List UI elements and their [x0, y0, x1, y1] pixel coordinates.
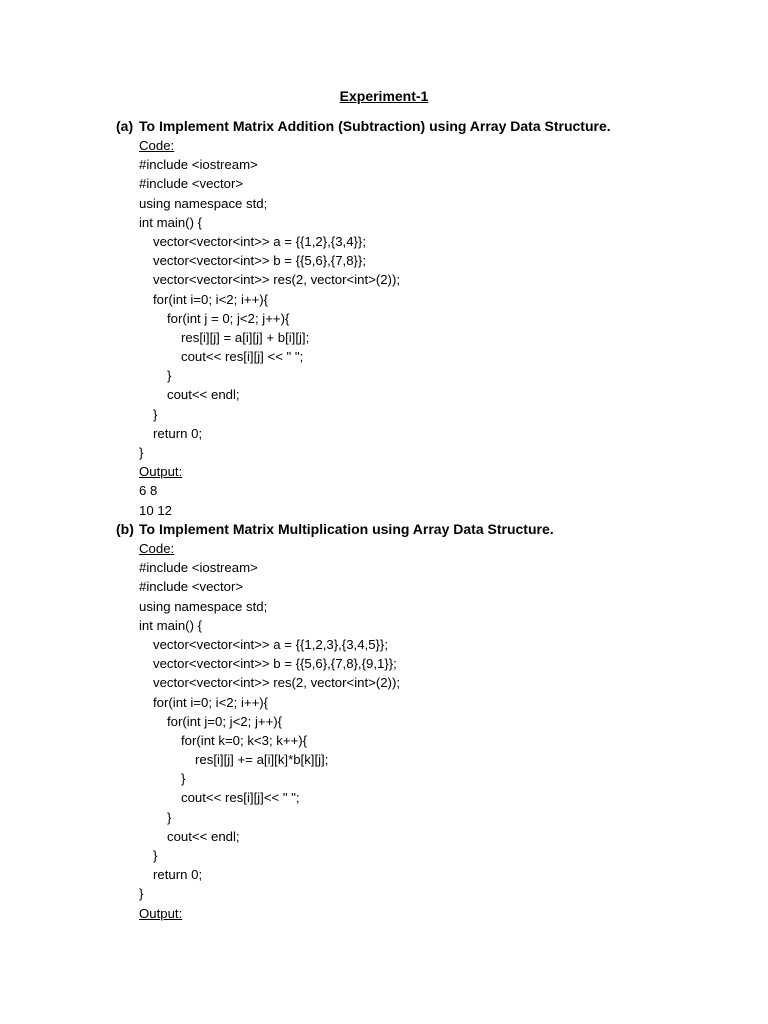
- section-b-marker: (b): [116, 521, 134, 537]
- code-line: #include <vector>: [139, 176, 244, 192]
- output-line: 6 8: [139, 483, 158, 499]
- page-title: Experiment-1: [339, 88, 429, 104]
- code-line: for(int i=0; i<2; i++){: [153, 291, 269, 307]
- code-line: for(int i=0; i<2; i++){: [153, 694, 269, 710]
- code-line: }: [139, 445, 144, 460]
- section-b-code-label: Code:: [139, 541, 175, 556]
- section-b-heading: [116, 519, 554, 539]
- code-line: vector<vector<int>> res(2, vector<int>(2));: [153, 675, 401, 691]
- code-line: }: [181, 771, 186, 787]
- code-line: cout<< res[i][j]<< " ";: [181, 790, 300, 806]
- code-line: res[i][j] += a[i][k]*b[k][j];: [195, 752, 329, 768]
- code-line: vector<vector<int>> b = {{5,6},{7,8},{9,1}};: [153, 656, 397, 672]
- code-line: int main() {: [139, 617, 203, 633]
- section-a-output: [139, 481, 400, 519]
- code-line: vector<vector<int>> b = {{5,6},{7,8}};: [153, 253, 367, 269]
- code-line: cout<< res[i][j] << " ";: [181, 349, 304, 365]
- section-b-body: [139, 539, 400, 923]
- code-line: res[i][j] = a[i][j] + b[i][j];: [181, 329, 310, 345]
- section-a-code: [139, 155, 400, 462]
- output-line: 10 12: [139, 502, 173, 518]
- section-b-output-label: Output:: [139, 905, 183, 921]
- section-a-output-label: Output:: [139, 464, 183, 480]
- code-line: cout<< endl;: [167, 387, 240, 403]
- code-line: for(int k=0; k<3; k++){: [181, 732, 308, 748]
- code-line: }: [153, 848, 158, 863]
- code-line: for(int j=0; j<2; j++){: [167, 713, 283, 729]
- section-a-body: [139, 136, 400, 520]
- code-line: }: [167, 809, 172, 825]
- code-line: #include <iostream>: [139, 560, 258, 576]
- section-a-marker: (a): [116, 118, 134, 134]
- section-a-heading-text: To Implement Matrix Addition (Subtraction) using Array Data Structure.: [139, 118, 611, 134]
- code-line: int main() {: [139, 214, 203, 230]
- code-line: vector<vector<int>> a = {{1,2},{3,4}};: [153, 233, 367, 249]
- section-b-heading-text: To Implement Matrix Multiplication using Array Data Structure.: [139, 521, 554, 537]
- code-line: }: [153, 406, 158, 422]
- code-line: }: [139, 886, 144, 902]
- code-line: #include <vector>: [139, 579, 244, 595]
- section-a-code-label: Code:: [139, 138, 175, 153]
- section-b-code: [139, 558, 400, 903]
- code-line: for(int j = 0; j<2; j++){: [167, 310, 290, 326]
- code-line: using namespace std;: [139, 195, 268, 211]
- code-line: return 0;: [153, 425, 203, 441]
- section-a-heading: [116, 116, 611, 136]
- code-line: vector<vector<int>> a = {{1,2,3},{3,4,5}};: [153, 636, 388, 652]
- code-line: vector<vector<int>> res(2, vector<int>(2));: [153, 272, 401, 288]
- code-line: }: [167, 368, 172, 384]
- code-line: using namespace std;: [139, 598, 268, 614]
- code-line: #include <iostream>: [139, 157, 258, 173]
- code-line: return 0;: [153, 867, 203, 883]
- code-line: cout<< endl;: [167, 828, 240, 844]
